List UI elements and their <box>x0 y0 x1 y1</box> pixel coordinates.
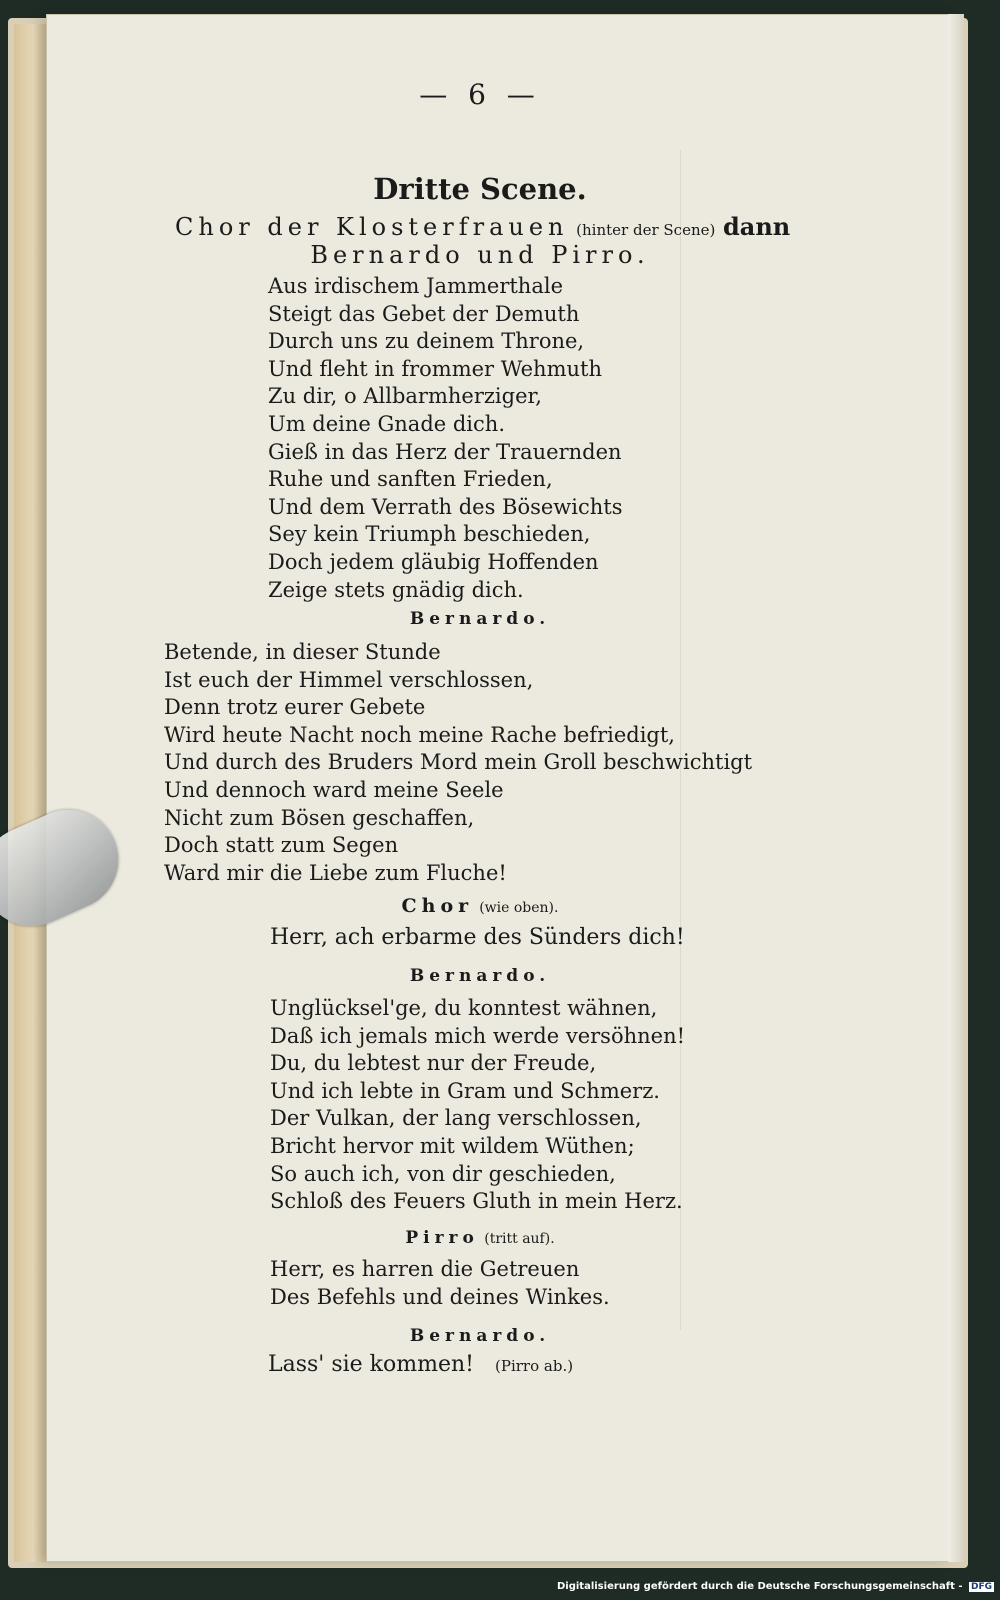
speaker-heading: Bernardo. <box>409 966 551 986</box>
verse-line: Um deine Gnade dich. <box>268 411 505 436</box>
verse-line: Herr, es harren die Getreuen <box>270 1257 580 1281</box>
verse-line: Des Befehls und deines Winkes. <box>270 1284 610 1309</box>
verse-line: Ist euch der Himmel verschlossen, <box>164 667 534 692</box>
verse-line: Daß ich jemals mich werde versöhnen! <box>270 1023 686 1048</box>
verse-line: Nicht zum Bösen geschaffen, <box>164 805 475 830</box>
stage-direction: (tritt auf). <box>484 1231 555 1247</box>
verse-line: Doch statt zum Segen <box>164 833 399 858</box>
verse-line: Bricht hervor mit wildem Wüthen; <box>270 1133 635 1158</box>
last-line <box>268 1352 573 1377</box>
speaker-heading: Bernardo. <box>409 609 551 629</box>
verse-line: Doch jedem gläubig Hoffenden <box>268 549 599 574</box>
verse-line: So auch ich, von dir geschieden, <box>270 1161 616 1186</box>
verse-line: Und durch des Bruders Mord mein Groll beschwichtigt <box>164 750 753 775</box>
verse-line: Unglücksel'ge, du konntest wähnen, <box>270 996 658 1020</box>
verse-line: Wird heute Nacht noch meine Rache befriedigt, <box>164 722 675 747</box>
pirro-heading <box>0 1228 960 1248</box>
dfg-logo: DFG <box>970 1582 992 1592</box>
verse-line: Gieß in das Herz der Trauernden <box>268 439 622 464</box>
page-number: — 6 — <box>419 78 541 111</box>
verse-line: Denn trotz eurer Gebete <box>164 695 426 720</box>
speaker-name: Pirro <box>405 1228 479 1248</box>
verse-line: Betende, in dieser Stunde <box>164 640 441 664</box>
chorus-verse <box>268 273 623 604</box>
chor-line: Herr, ach erbarme des Sünders dich! <box>270 925 685 950</box>
verse-line: Ruhe und sanften Frieden, <box>268 467 553 492</box>
cast-line-1 <box>175 212 790 241</box>
verse-line: Du, du lebtest nur der Freude, <box>270 1051 597 1076</box>
scene-title: Dritte Scene. <box>373 172 587 206</box>
verse-line: Und ich lebte in Gram und Schmerz. <box>270 1078 660 1103</box>
footer-credit <box>557 1581 994 1592</box>
verse-line: Durch uns zu deinem Throne, <box>268 329 585 354</box>
cast-continuation: dann <box>722 212 791 241</box>
stage-direction: (wie oben). <box>479 900 559 916</box>
verse-line: Zeige stets gnädig dich. <box>268 577 524 602</box>
verse-line: Lass' sie kommen! <box>268 1352 475 1377</box>
verse-line: Der Vulkan, der lang verschlossen, <box>270 1106 642 1131</box>
verse-line: Ward mir die Liebe zum Fluche! <box>164 860 507 885</box>
verse-line: Und dem Verrath des Bösewichts <box>268 494 623 519</box>
verse-line: Aus irdischem Jammerthale <box>268 274 563 298</box>
verse-line: Zu dir, o Allbarmherziger, <box>268 384 542 409</box>
bernardo-verse-2 <box>270 995 685 1216</box>
verse-line: Schloß des Feuers Gluth in mein Herz. <box>270 1189 683 1214</box>
speaker-name: Chor <box>401 895 474 917</box>
chor-heading <box>0 895 960 917</box>
verse-line: Und fleht in frommer Wehmuth <box>268 356 602 381</box>
speaker-heading: Bernardo. <box>409 1326 551 1346</box>
stage-direction: (Pirro ab.) <box>495 1357 574 1375</box>
verse-line: Steigt das Gebet der Demuth <box>268 301 580 326</box>
footer-text: Digitalisierung gefördert durch die Deutsche Forschungsgemeinschaft - <box>556 1581 963 1592</box>
bernardo-verse-1 <box>164 639 752 887</box>
stage-direction: (hinter der Scene) <box>576 221 716 239</box>
cast-line-2: Bernardo und Pirro. <box>310 241 650 269</box>
verse-line: Und dennoch ward meine Seele <box>164 777 504 802</box>
verse-line: Sey kein Triumph beschieden, <box>268 522 591 547</box>
pirro-verse <box>270 1256 610 1311</box>
cast-chorus: Chor der Klosterfrauen <box>175 213 569 241</box>
